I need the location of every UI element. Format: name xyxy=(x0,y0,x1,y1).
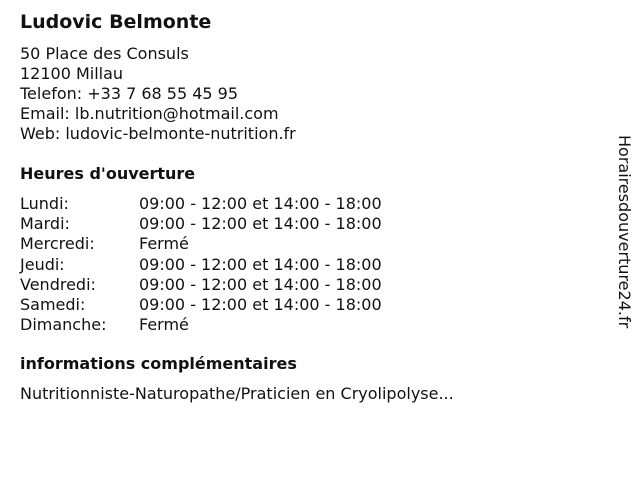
day-label: Mardi: xyxy=(20,214,70,234)
hours-row-wednesday xyxy=(20,234,382,254)
day-hours: 09:00 - 12:00 et 14:00 - 18:00 xyxy=(139,274,382,294)
day-hours: 09:00 - 12:00 et 14:00 - 18:00 xyxy=(139,214,382,234)
address-city: 12100 Millau xyxy=(20,64,124,83)
hours-row-tuesday xyxy=(20,214,382,234)
day-label: Mercredi: xyxy=(20,234,95,254)
hours-row-saturday xyxy=(20,295,382,315)
hours-row-friday xyxy=(20,275,382,295)
site-watermark: Horairesdouverture24.fr xyxy=(615,135,634,329)
day-hours: 09:00 - 12:00 et 14:00 - 18:00 xyxy=(139,194,382,213)
day-label: Dimanche: xyxy=(20,315,107,335)
phone-line: Telefon: +33 7 68 55 45 95 xyxy=(20,84,239,103)
opening-hours-list xyxy=(20,194,382,335)
address-street: 50 Place des Consuls xyxy=(20,44,189,63)
day-label: Jeudi: xyxy=(20,254,65,274)
info-heading: informations complémentaires xyxy=(20,354,297,373)
info-text: Nutritionniste-Naturopathe/Praticien en Cryolipolyse... xyxy=(20,384,454,403)
hours-row-monday xyxy=(20,194,382,214)
day-hours: 09:00 - 12:00 et 14:00 - 18:00 xyxy=(139,254,382,274)
web-line: Web: ludovic-belmonte-nutrition.fr xyxy=(20,124,296,143)
day-hours: Fermé xyxy=(139,234,189,254)
day-hours: Fermé xyxy=(139,315,189,335)
day-hours: 09:00 - 12:00 et 14:00 - 18:00 xyxy=(139,295,382,315)
business-name: Ludovic Belmonte xyxy=(20,11,212,33)
contact-block xyxy=(20,44,296,144)
day-label: Samedi: xyxy=(20,295,86,315)
hours-row-sunday xyxy=(20,315,382,335)
day-label: Vendredi: xyxy=(20,274,96,294)
email-line: Email: lb.nutrition@hotmail.com xyxy=(20,104,279,123)
hours-row-thursday xyxy=(20,255,382,275)
hours-heading: Heures d'ouverture xyxy=(20,164,196,183)
day-label: Lundi: xyxy=(20,194,69,213)
